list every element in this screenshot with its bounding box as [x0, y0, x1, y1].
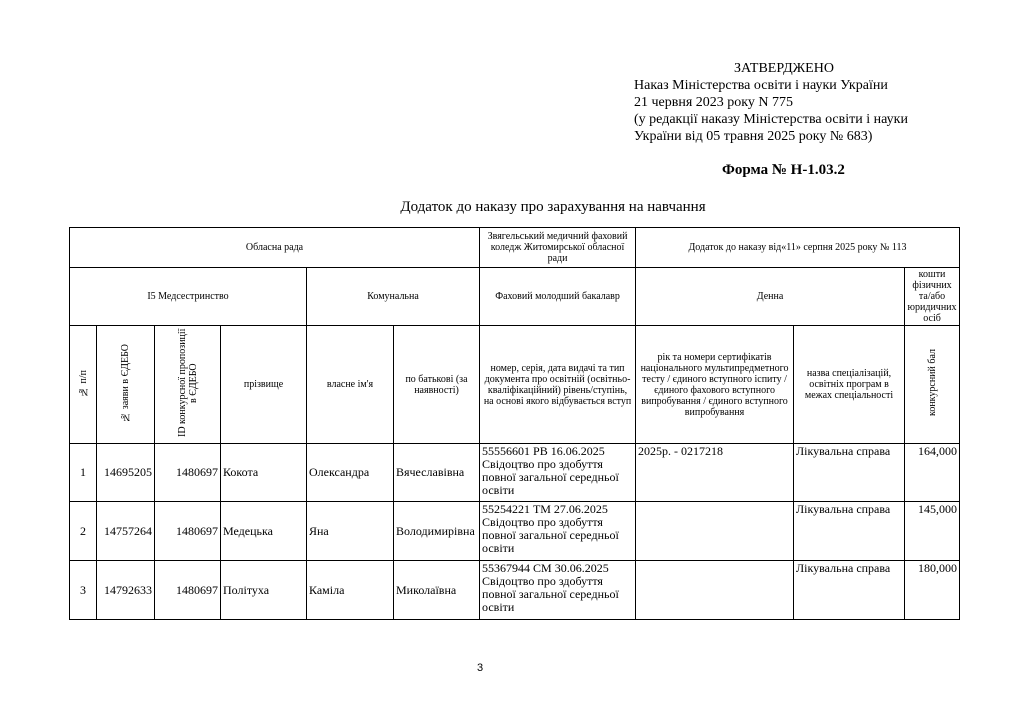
score: 164,000: [905, 444, 960, 502]
certificates: 2025р. - 0217218: [636, 444, 794, 502]
program-header: назва спеціалізацій, освітніх програм в межах спеціальності: [794, 326, 905, 444]
approval-title: ЗАТВЕРДЖЕНО: [734, 61, 834, 76]
ownership-cell: Комунальна: [307, 268, 480, 326]
document-number: 55254221 ТМ 27.06.2025: [482, 502, 608, 516]
degree-cell: Фаховий молодший бакалавр: [480, 268, 636, 326]
document-number: 55367944 СМ 30.06.2025: [482, 561, 609, 575]
score: 145,000: [905, 502, 960, 561]
table-row: [70, 561, 960, 620]
approval-block: [634, 60, 964, 145]
patronymic: Миколаївна: [394, 561, 480, 620]
offer-id: 1480697: [155, 502, 221, 561]
surname: Політуха: [221, 561, 307, 620]
education-document: [480, 444, 636, 502]
column-header: [97, 326, 155, 444]
score: 180,000: [905, 561, 960, 620]
certificates: [636, 561, 794, 620]
row-number: 3: [70, 561, 97, 620]
certificates: [636, 502, 794, 561]
offer-id: 1480697: [155, 561, 221, 620]
first-name: Яна: [307, 502, 394, 561]
surname: Медецька: [221, 502, 307, 561]
column-header: [70, 326, 97, 444]
document-type: Свідоцтво про здобуття повної загальної середньої освіти: [482, 574, 619, 614]
form-number: Форма № Н-1.03.2: [722, 162, 845, 178]
enrollment-table: [69, 227, 960, 620]
row-number: 2: [70, 502, 97, 561]
application-number: 14757264: [97, 502, 155, 561]
approval-line: (у редакції наказу Міністерства освіти і науки: [634, 112, 908, 127]
specialty-cell: І5 Медсестринство: [70, 268, 307, 326]
application-number-header: № заяви в ЄДЕБО: [120, 343, 131, 423]
document-type: Свідоцтво про здобуття повної загальної середньої освіти: [482, 457, 619, 497]
row-number: 1: [70, 444, 97, 502]
approval-line: України від 05 травня 2025 року № 683): [634, 129, 873, 144]
page-number: 3: [476, 662, 484, 674]
document-header: номер, серія, дата видачі та тип документа про освітній (освітньо-кваліфікаційний) рівень/ступінь, на основі якого відбувається вступ: [480, 326, 636, 444]
patronymic: Вячеславівна: [394, 444, 480, 502]
program: Лікувальна справа: [794, 444, 905, 502]
column-header: [905, 326, 960, 444]
table-row: [70, 502, 960, 561]
offer-id-header: ID конкурсної пропозиції в ЄДЕБО: [176, 328, 199, 438]
offer-id: 1480697: [155, 444, 221, 502]
approval-line: Наказ Міністерства освіти і науки України: [634, 78, 888, 93]
patronymic: Володимирівна: [394, 502, 480, 561]
education-document: [480, 561, 636, 620]
program: Лікувальна справа: [794, 561, 905, 620]
order-reference-cell: Додаток до наказу від«11» серпня 2025 року № 113: [636, 228, 960, 268]
column-header: [155, 326, 221, 444]
document-type: Свідоцтво про здобуття повної загальної середньої освіти: [482, 515, 619, 555]
column-header-row: [70, 326, 960, 444]
college-cell: Звягельський медичний фаховий коледж Житомирської обласної ради: [480, 228, 636, 268]
funding-cell: кошти фізичних та/або юридичних осіб: [905, 268, 960, 326]
document-number: 55556601 РВ 16.06.2025: [482, 444, 605, 458]
council-cell: Обласна рада: [70, 228, 480, 268]
application-number: 14792633: [97, 561, 155, 620]
program: Лікувальна справа: [794, 502, 905, 561]
first-name: Олександра: [307, 444, 394, 502]
header-row: [70, 228, 960, 268]
first-name: Каміла: [307, 561, 394, 620]
table-row: [70, 444, 960, 502]
score-header: конкурсний бал: [926, 349, 938, 417]
surname: Кокота: [221, 444, 307, 502]
application-number: 14695205: [97, 444, 155, 502]
document-title: Додаток до наказу про зарахування на навчання: [400, 199, 706, 215]
study-form-cell: Денна: [636, 268, 905, 326]
first-name-header: власне ім'я: [307, 326, 394, 444]
approval-line: 21 червня 2023 року N 775: [634, 95, 794, 110]
surname-header: прізвище: [221, 326, 307, 444]
patronymic-header: по батькові (за наявності): [394, 326, 480, 444]
education-document: [480, 502, 636, 561]
certificates-header: рік та номери сертифікатів національного мультипредметного тесту / єдиного вступного іспиту / єдиного фахового вступного випробування / єдиного вступного випробування: [636, 326, 794, 444]
header-row: [70, 268, 960, 326]
num-header: № п/п: [77, 369, 89, 397]
